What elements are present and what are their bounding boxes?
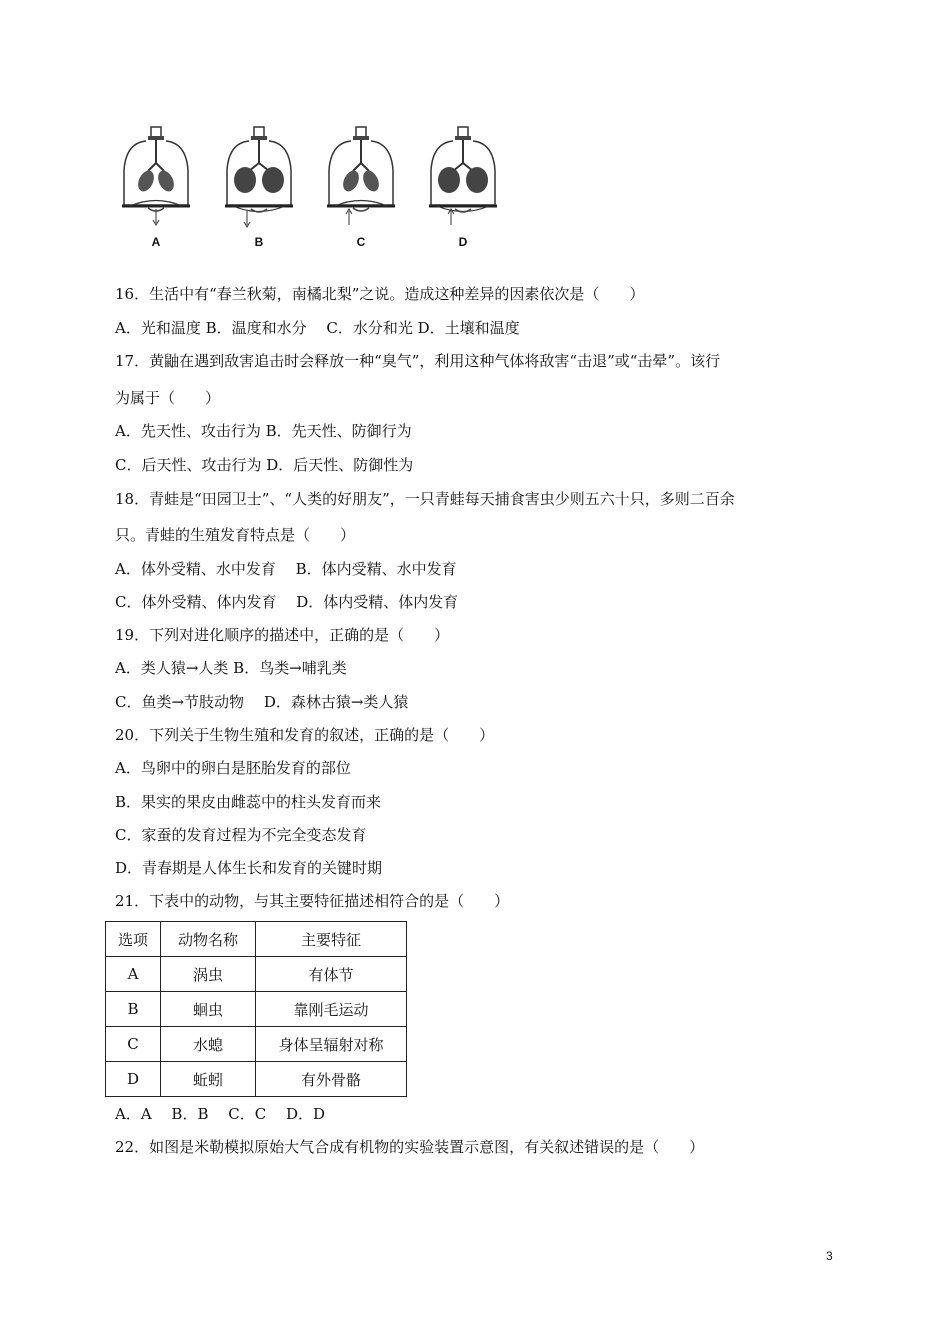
figure-label-b: B — [254, 235, 264, 249]
q18-stem-line1: 18．青蛙是“田园卫士”、“人类的好朋友”，一只青蛙每天捕食害虫少则五六十只，多则二百余 — [115, 490, 735, 508]
table-cell: 有体节 — [256, 957, 407, 992]
table-cell: 有外骨骼 — [256, 1062, 407, 1097]
figure-label-a: A — [151, 235, 161, 249]
figure-label-c: C — [356, 235, 366, 249]
table-cell: B — [106, 992, 161, 1027]
bell-jar-model-c — [323, 125, 399, 251]
figure-label-d: D — [458, 235, 468, 249]
q16-options: A．光和温度 B．温度和水分 C．水分和光 D．土壤和温度 — [115, 319, 520, 337]
bell-jar-model-d — [425, 125, 501, 251]
q18-stem-line2: 只。青蛙的生殖发育特点是（ ） — [115, 526, 356, 544]
table-header-cell: 选项 — [106, 922, 161, 957]
q21-options: A．A B．B C．C D．D — [115, 1105, 326, 1123]
table-row — [106, 1062, 407, 1097]
q18-options-cd: C．体外受精、体内发育 D．体内受精、体内发育 — [115, 593, 459, 611]
q19-stem: 19．下列对进化顺序的描述中，正确的是（ ） — [115, 626, 450, 644]
q21-stem: 21．下表中的动物，与其主要特征描述相符合的是（ ） — [115, 892, 510, 910]
table-cell: 水螅 — [161, 1027, 256, 1062]
bell-jar-model-b — [221, 125, 297, 251]
table-header-row — [106, 922, 407, 957]
q17-stem-line2: 为属于（ ） — [115, 389, 221, 407]
q20-stem: 20．下列关于生物生殖和发育的叙述，正确的是（ ） — [115, 726, 495, 744]
q20-option-a: A．鸟卵中的卵白是胚胎发育的部位 — [115, 759, 351, 777]
bell-jar-figure — [118, 125, 518, 255]
table-cell: A — [106, 957, 161, 992]
q19-options-ab: A．类人猿→人类 B．鸟类→哺乳类 — [115, 659, 347, 677]
table-cell: 身体呈辐射对称 — [256, 1027, 407, 1062]
bell-jar-model-a — [118, 125, 194, 251]
table-row — [106, 957, 407, 992]
q18-options-ab: A．体外受精、水中发育 B．体内受精、水中发育 — [115, 560, 457, 578]
table-row — [106, 992, 407, 1027]
q17-stem-line1: 17．黄鼬在遇到敌害追击时会释放一种“臭气”，利用这种气体将敌害“击退”或“击晕”。该行 — [115, 352, 721, 370]
table-header-cell: 主要特征 — [256, 922, 407, 957]
page-number: 3 — [826, 1249, 833, 1263]
table-row — [106, 1027, 407, 1062]
table-cell: 蛔虫 — [161, 992, 256, 1027]
q17-options-cd: C．后天性、攻击行为 D．后天性、防御性为 — [115, 456, 414, 474]
q20-option-d: D．青春期是人体生长和发育的关键时期 — [115, 859, 383, 877]
q16-stem: 16．生活中有“春兰秋菊，南橘北梨”之说。造成这种差异的因素依次是（ ） — [115, 285, 645, 303]
q22-stem: 22．如图是米勒模拟原始大气合成有机物的实验装置示意图，有关叙述错误的是（ ） — [115, 1138, 705, 1156]
table-cell: D — [106, 1062, 161, 1097]
q20-option-c: C．家蚕的发育过程为不完全变态发育 — [115, 826, 367, 844]
table-cell: 靠刚毛运动 — [256, 992, 407, 1027]
q17-options-ab: A．先天性、攻击行为 B．先天性、防御行为 — [115, 422, 412, 440]
q19-options-cd: C．鱼类→节肢动物 D．森林古猿→类人猿 — [115, 693, 409, 711]
animal-features-table — [105, 921, 407, 1097]
table-header-cell: 动物名称 — [161, 922, 256, 957]
table-cell: C — [106, 1027, 161, 1062]
table-cell: 涡虫 — [161, 957, 256, 992]
q20-option-b: B．果实的果皮由雌蕊中的柱头发育而来 — [115, 793, 382, 811]
table-cell: 蚯蚓 — [161, 1062, 256, 1097]
